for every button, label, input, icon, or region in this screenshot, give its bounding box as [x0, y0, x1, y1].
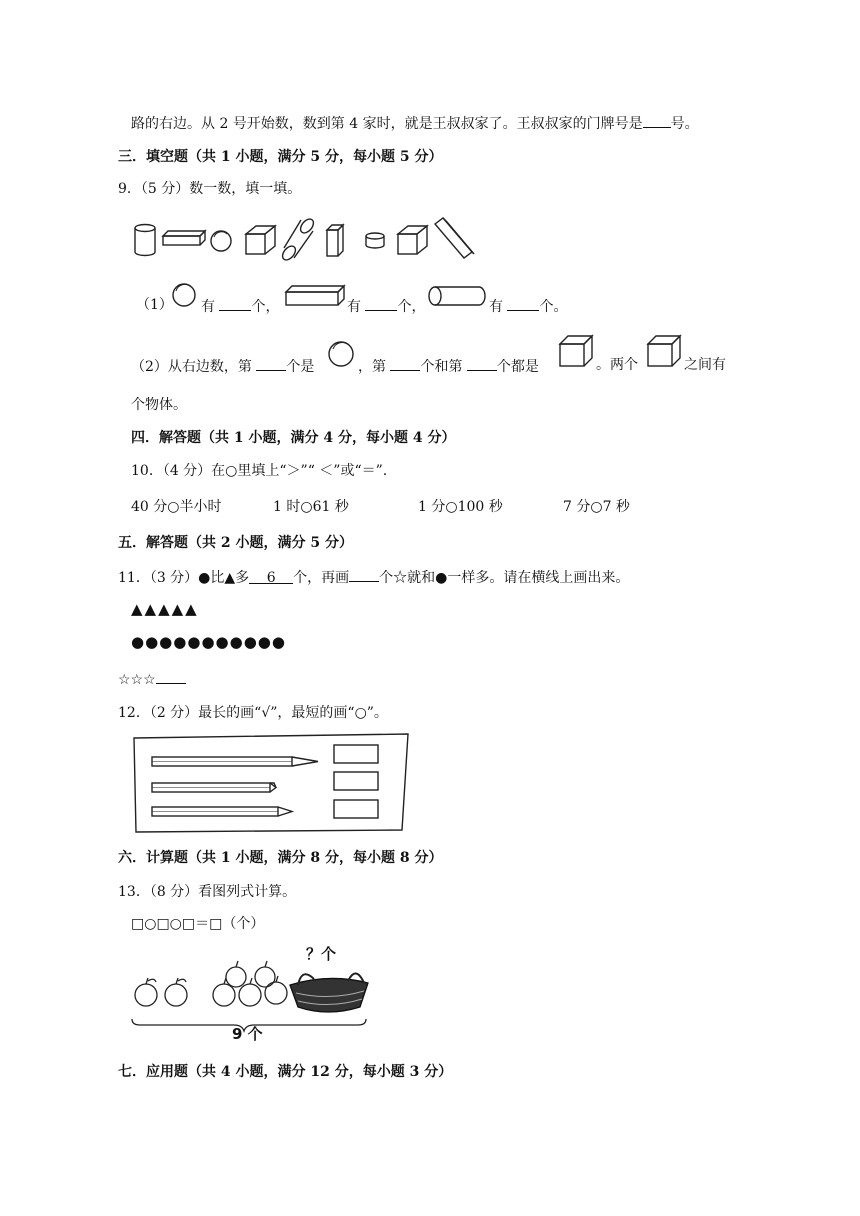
cube-icon — [646, 334, 682, 368]
sphere-icon — [327, 340, 355, 368]
question-11-title: 11．（3 分）●比▲多 6 个，再画 个☆就和●一样多。请在横线上画出来。 — [118, 567, 629, 587]
total-label: 9 个 — [232, 1025, 263, 1043]
basket-question-label: ？个 — [306, 945, 337, 963]
apple-icon — [265, 976, 287, 1004]
section-4-heading: 四．解答题（共 1 小题，满分 4 分，每小题 4 分） — [131, 430, 456, 446]
triangle-row: ▲▲▲▲▲ — [131, 600, 199, 618]
q10-item-2: 1 时○61 秒 — [273, 499, 349, 515]
q9-part2-text-2: ，第 个和第 个都是 — [358, 356, 539, 376]
apple-icon — [135, 978, 157, 1006]
answer-blank[interactable] — [507, 296, 539, 311]
answer-blank[interactable] — [643, 113, 671, 128]
cube-icon — [558, 334, 594, 368]
q9-part2-text: （2）从右边数，第 个是 — [131, 356, 314, 376]
dot-row: ●●●●●●●●●●● — [131, 633, 286, 651]
section-5-heading: 五．解答题（共 2 小题，满分 5 分） — [118, 535, 353, 551]
q10-item-3: 1 分○100 秒 — [418, 499, 503, 515]
equation-template: □○□○□＝□（个） — [131, 916, 265, 932]
q9-part2-text-5: 个物体。 — [131, 397, 187, 413]
star-row: ☆☆☆ — [118, 669, 186, 689]
answer-blank[interactable] — [219, 296, 251, 311]
apples-basket-figure — [128, 945, 370, 1045]
section-7-heading: 七．应用题（共 4 小题，满分 12 分，每小题 3 分） — [118, 1064, 453, 1080]
q9-part1-text: 有 个， — [201, 296, 279, 316]
question-12-title: 12．（2 分）最长的画“√”，最短的画“○”。 — [118, 705, 388, 721]
shapes-row-figure — [130, 214, 475, 264]
apple-icon — [165, 978, 187, 1006]
question-10-title: 10．（4 分）在○里填上“＞”“ ＜”或“＝”. — [131, 463, 388, 479]
cuboid-icon — [284, 284, 346, 308]
q9-part1-text-3: 有 个。 — [489, 296, 567, 316]
answer-blank[interactable] — [467, 356, 497, 371]
section-3-heading: 三．填空题（共 1 小题，满分 5 分，每小题 5 分） — [118, 149, 443, 165]
apple-icon — [239, 978, 261, 1006]
apple-icon — [226, 961, 246, 987]
answer-blank[interactable] — [390, 356, 420, 371]
cylinder-icon — [427, 285, 487, 307]
answer-blank[interactable] — [365, 296, 397, 311]
section-6-heading: 六．计算题（共 1 小题，满分 8 分，每小题 8 分） — [118, 850, 443, 866]
q9-part2-text-4: 之间有 — [684, 357, 726, 373]
sphere-icon — [171, 282, 197, 308]
q10-item-1: 40 分○半小时 — [131, 499, 222, 515]
answer-blank[interactable] — [349, 567, 379, 582]
answer-blank[interactable] — [156, 669, 186, 684]
q9-part2-text-3: 。两个 — [596, 357, 638, 373]
question-9-title: 9．（5 分）数一数，填一填。 — [118, 181, 302, 197]
pencils-figure — [132, 730, 412, 834]
apple-icon — [213, 978, 235, 1006]
question-13-title: 13．（8 分）看图列式计算。 — [118, 884, 297, 900]
q10-item-4: 7 分○7 秒 — [563, 499, 630, 515]
answer-blank-filled[interactable]: 6 — [249, 569, 293, 584]
q9-part1-text-2: 有 个， — [347, 296, 425, 316]
continuation-line: 路的右边。从 2 号开始数，数到第 4 家时，就是王叔叔家了。王叔叔家的门牌号是 号。 — [131, 113, 699, 133]
answer-blank[interactable] — [256, 356, 286, 371]
q9-part1-label: （1） — [136, 297, 173, 313]
